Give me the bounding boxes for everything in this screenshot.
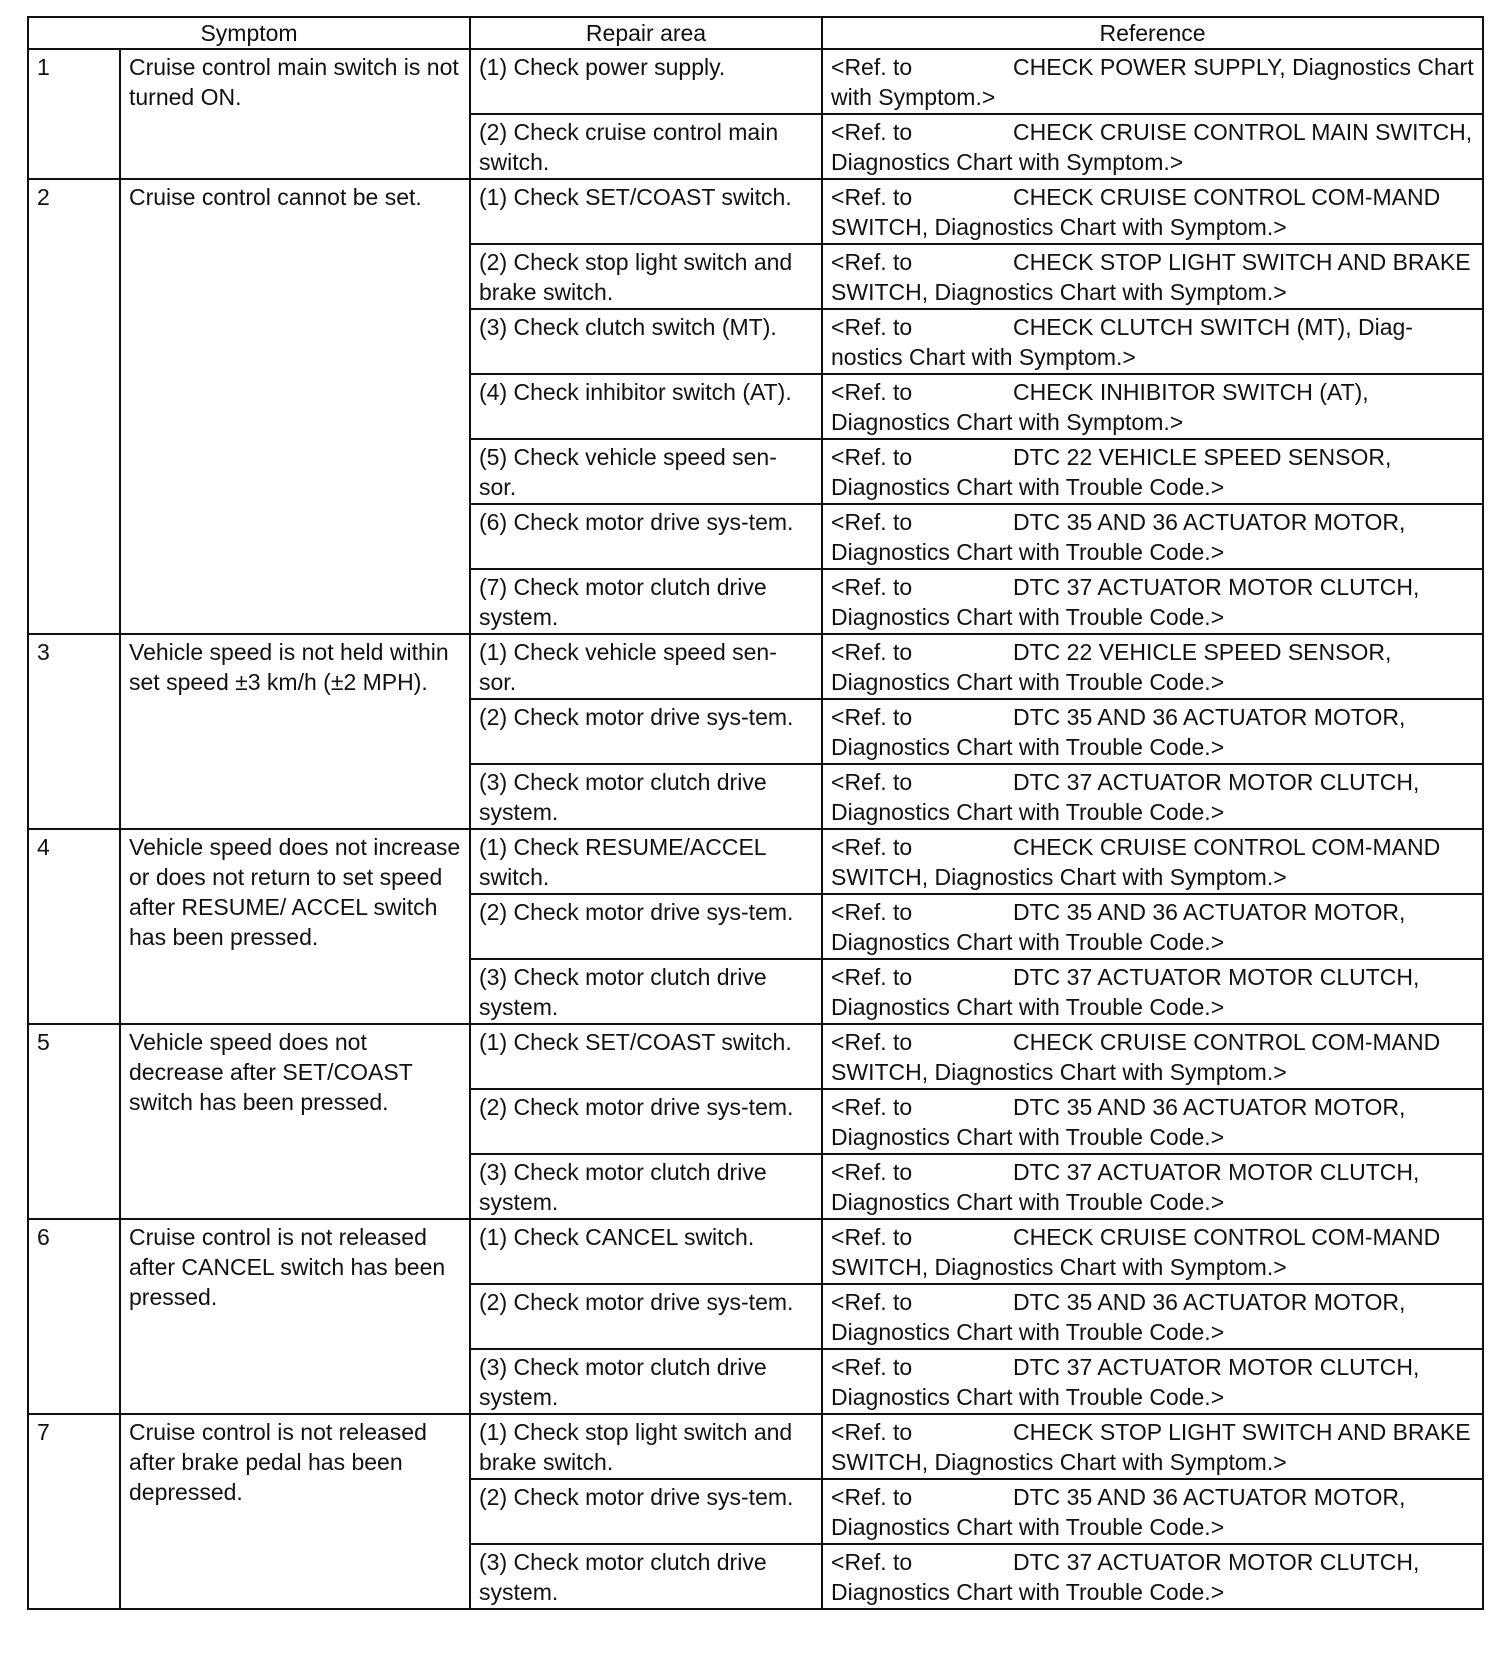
symptom-number: 4 <box>28 829 120 1024</box>
diagnostics-table <box>27 16 1484 1610</box>
reference-text: DTC 37 ACTUATOR MOTOR CLUTCH, Diagnostics Chart with Trouble Code.> <box>831 964 1420 1020</box>
reference-text: DTC 22 VEHICLE SPEED SENSOR, Diagnostics Chart with Trouble Code.> <box>831 639 1392 695</box>
symptom-number: 6 <box>28 1219 120 1414</box>
reference-cell <box>822 1154 1483 1219</box>
header-row <box>28 17 1483 49</box>
ref-prefix: <Ref. to <box>831 1419 913 1445</box>
ref-prefix: <Ref. to <box>831 899 913 925</box>
table-body <box>28 49 1483 1609</box>
repair-area-cell: (4) Check inhibitor switch (AT). <box>470 374 822 439</box>
repair-area-cell: (1) Check vehicle speed sen-sor. <box>470 634 822 699</box>
reference-cell <box>822 959 1483 1024</box>
reference-text: DTC 35 AND 36 ACTUATOR MOTOR, Diagnostics Chart with Trouble Code.> <box>831 1094 1406 1150</box>
repair-area-cell: (3) Check motor clutch drive system. <box>470 959 822 1024</box>
reference-text: CHECK CRUISE CONTROL COM-MAND SWITCH, Diagnostics Chart with Symptom.> <box>831 184 1441 240</box>
repair-area-cell: (1) Check SET/COAST switch. <box>470 1024 822 1089</box>
header-symptom: Symptom <box>28 17 470 49</box>
symptom-number: 1 <box>28 49 120 179</box>
reference-cell <box>822 1219 1483 1284</box>
ref-prefix: <Ref. to <box>831 1289 913 1315</box>
reference-text: CHECK CRUISE CONTROL COM-MAND SWITCH, Diagnostics Chart with Symptom.> <box>831 1029 1441 1085</box>
reference-text: DTC 35 AND 36 ACTUATOR MOTOR, Diagnostics Chart with Trouble Code.> <box>831 1484 1406 1540</box>
repair-area-cell: (1) Check RESUME/ACCEL switch. <box>470 829 822 894</box>
reference-text: CHECK CRUISE CONTROL COM-MAND SWITCH, Diagnostics Chart with Symptom.> <box>831 834 1441 890</box>
ref-prefix: <Ref. to <box>831 574 913 600</box>
table-row <box>28 1024 1483 1089</box>
ref-prefix: <Ref. to <box>831 184 913 210</box>
ref-prefix: <Ref. to <box>831 314 913 340</box>
reference-cell <box>822 699 1483 764</box>
reference-text: DTC 35 AND 36 ACTUATOR MOTOR, Diagnostics Chart with Trouble Code.> <box>831 1289 1406 1345</box>
reference-text: DTC 22 VEHICLE SPEED SENSOR, Diagnostics Chart with Trouble Code.> <box>831 444 1392 500</box>
table-row <box>28 829 1483 894</box>
reference-cell <box>822 1349 1483 1414</box>
reference-cell <box>822 114 1483 179</box>
reference-text: CHECK CLUTCH SWITCH (MT), Diag-nostics Chart with Symptom.> <box>831 314 1413 370</box>
ref-prefix: <Ref. to <box>831 119 913 145</box>
reference-cell <box>822 1479 1483 1544</box>
reference-cell <box>822 1414 1483 1479</box>
reference-text: CHECK STOP LIGHT SWITCH AND BRAKE SWITCH, Diagnostics Chart with Symptom.> <box>831 1419 1471 1475</box>
symptom-description: Vehicle speed does not increase or does not return to set speed after RESUME/ ACCEL switch has been pressed. <box>120 829 470 1024</box>
repair-area-cell: (3) Check motor clutch drive system. <box>470 1349 822 1414</box>
header-reference: Reference <box>822 17 1483 49</box>
reference-text: DTC 35 AND 36 ACTUATOR MOTOR, Diagnostics Chart with Trouble Code.> <box>831 509 1406 565</box>
reference-cell <box>822 179 1483 244</box>
repair-area-cell: (7) Check motor clutch drive system. <box>470 569 822 634</box>
ref-prefix: <Ref. to <box>831 964 913 990</box>
repair-area-cell: (2) Check stop light switch and brake switch. <box>470 244 822 309</box>
reference-cell <box>822 439 1483 504</box>
table-row <box>28 1414 1483 1479</box>
reference-text: DTC 37 ACTUATOR MOTOR CLUTCH, Diagnostics Chart with Trouble Code.> <box>831 574 1420 630</box>
ref-prefix: <Ref. to <box>831 639 913 665</box>
repair-area-cell: (2) Check motor drive sys-tem. <box>470 1284 822 1349</box>
ref-prefix: <Ref. to <box>831 444 913 470</box>
ref-prefix: <Ref. to <box>831 379 913 405</box>
repair-area-cell: (2) Check motor drive sys-tem. <box>470 1479 822 1544</box>
reference-text: CHECK CRUISE CONTROL COM-MAND SWITCH, Diagnostics Chart with Symptom.> <box>831 1224 1441 1280</box>
table-row <box>28 49 1483 114</box>
ref-prefix: <Ref. to <box>831 54 913 80</box>
reference-cell <box>822 894 1483 959</box>
ref-prefix: <Ref. to <box>831 1354 913 1380</box>
symptom-description: Vehicle speed does not decrease after SET/COAST switch has been pressed. <box>120 1024 470 1219</box>
reference-cell <box>822 569 1483 634</box>
reference-cell <box>822 634 1483 699</box>
repair-area-cell: (1) Check SET/COAST switch. <box>470 179 822 244</box>
repair-area-cell: (3) Check motor clutch drive system. <box>470 1544 822 1609</box>
symptom-description: Cruise control is not released after CANCEL switch has been pressed. <box>120 1219 470 1414</box>
ref-prefix: <Ref. to <box>831 1484 913 1510</box>
repair-area-cell: (3) Check motor clutch drive system. <box>470 764 822 829</box>
repair-area-cell: (1) Check stop light switch and brake switch. <box>470 1414 822 1479</box>
repair-area-cell: (2) Check motor drive sys-tem. <box>470 699 822 764</box>
reference-cell <box>822 49 1483 114</box>
ref-prefix: <Ref. to <box>831 509 913 535</box>
reference-cell <box>822 764 1483 829</box>
repair-area-cell: (6) Check motor drive sys-tem. <box>470 504 822 569</box>
ref-prefix: <Ref. to <box>831 1159 913 1185</box>
reference-cell <box>822 244 1483 309</box>
ref-prefix: <Ref. to <box>831 1029 913 1055</box>
table-row <box>28 179 1483 244</box>
reference-text: CHECK CRUISE CONTROL MAIN SWITCH, Diagnostics Chart with Symptom.> <box>831 119 1473 175</box>
ref-prefix: <Ref. to <box>831 834 913 860</box>
reference-text: DTC 37 ACTUATOR MOTOR CLUTCH, Diagnostics Chart with Trouble Code.> <box>831 1549 1420 1605</box>
repair-area-cell: (5) Check vehicle speed sen-sor. <box>470 439 822 504</box>
reference-cell <box>822 374 1483 439</box>
table-row <box>28 634 1483 699</box>
repair-area-cell: (2) Check cruise control main switch. <box>470 114 822 179</box>
reference-cell <box>822 1284 1483 1349</box>
reference-cell <box>822 1089 1483 1154</box>
repair-area-cell: (3) Check clutch switch (MT). <box>470 309 822 374</box>
repair-area-cell: (1) Check CANCEL switch. <box>470 1219 822 1284</box>
reference-cell <box>822 1024 1483 1089</box>
reference-cell <box>822 829 1483 894</box>
ref-prefix: <Ref. to <box>831 1094 913 1120</box>
ref-prefix: <Ref. to <box>831 1224 913 1250</box>
reference-cell <box>822 1544 1483 1609</box>
reference-cell <box>822 504 1483 569</box>
repair-area-cell: (2) Check motor drive sys-tem. <box>470 1089 822 1154</box>
ref-prefix: <Ref. to <box>831 769 913 795</box>
reference-text: CHECK STOP LIGHT SWITCH AND BRAKE SWITCH, Diagnostics Chart with Symptom.> <box>831 249 1471 305</box>
repair-area-cell: (1) Check power supply. <box>470 49 822 114</box>
symptom-description: Vehicle speed is not held within set speed ±3 km/h (±2 MPH). <box>120 634 470 829</box>
symptom-number: 3 <box>28 634 120 829</box>
symptom-description: Cruise control is not released after brake pedal has been depressed. <box>120 1414 470 1609</box>
symptom-description: Cruise control cannot be set. <box>120 179 470 634</box>
table-header <box>28 17 1483 49</box>
header-repair-area: Repair area <box>470 17 822 49</box>
symptom-number: 2 <box>28 179 120 634</box>
reference-text: DTC 37 ACTUATOR MOTOR CLUTCH, Diagnostics Chart with Trouble Code.> <box>831 769 1420 825</box>
repair-area-cell: (3) Check motor clutch drive system. <box>470 1154 822 1219</box>
reference-text: DTC 37 ACTUATOR MOTOR CLUTCH, Diagnostics Chart with Trouble Code.> <box>831 1354 1420 1410</box>
ref-prefix: <Ref. to <box>831 1549 913 1575</box>
ref-prefix: <Ref. to <box>831 249 913 275</box>
symptom-number: 7 <box>28 1414 120 1609</box>
symptom-description: Cruise control main switch is not turned ON. <box>120 49 470 179</box>
reference-text: DTC 37 ACTUATOR MOTOR CLUTCH, Diagnostics Chart with Trouble Code.> <box>831 1159 1420 1215</box>
symptom-number: 5 <box>28 1024 120 1219</box>
reference-cell <box>822 309 1483 374</box>
repair-area-cell: (2) Check motor drive sys-tem. <box>470 894 822 959</box>
reference-text: DTC 35 AND 36 ACTUATOR MOTOR, Diagnostics Chart with Trouble Code.> <box>831 899 1406 955</box>
reference-text: DTC 35 AND 36 ACTUATOR MOTOR, Diagnostics Chart with Trouble Code.> <box>831 704 1406 760</box>
reference-text: CHECK POWER SUPPLY, Diagnostics Chart with Symptom.> <box>831 54 1474 110</box>
table-row <box>28 1219 1483 1284</box>
reference-text: CHECK INHIBITOR SWITCH (AT), Diagnostics Chart with Symptom.> <box>831 379 1369 435</box>
ref-prefix: <Ref. to <box>831 704 913 730</box>
